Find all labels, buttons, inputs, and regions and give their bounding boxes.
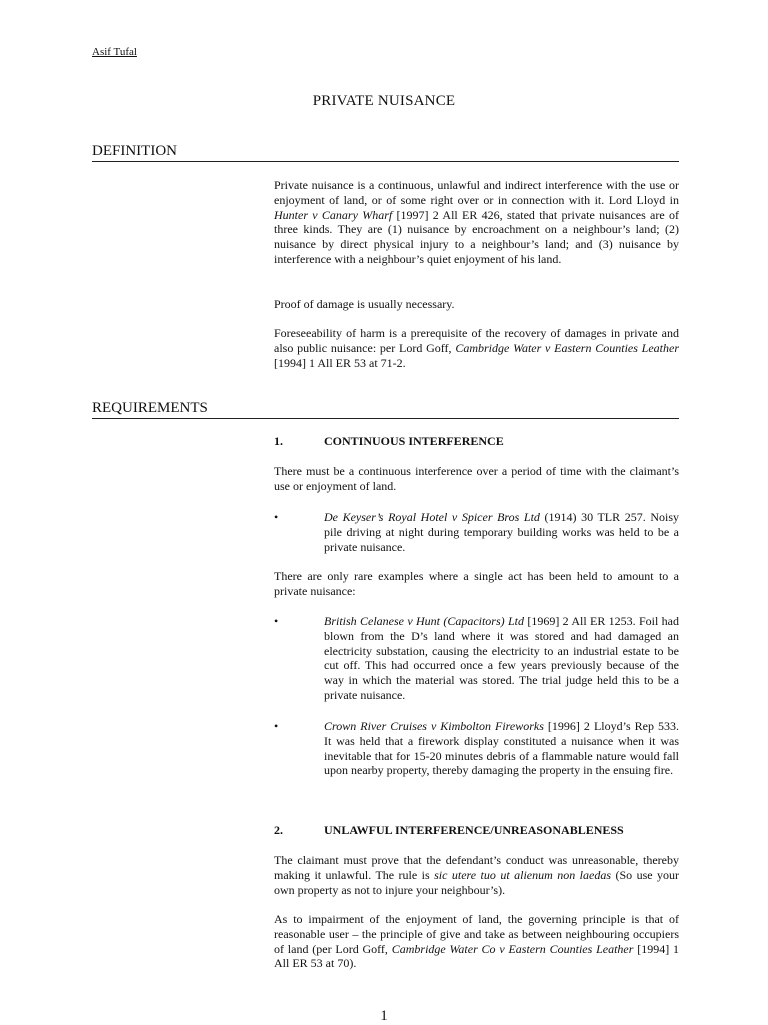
- definition-paragraph-1: [274, 178, 679, 267]
- bullet-icon: •: [274, 510, 279, 524]
- latin-maxim: sic utere tuo ut alienum non laedas: [434, 867, 611, 882]
- text-run: There are only rare examples where a single act has been held to amount to a private nuisance:: [274, 569, 679, 598]
- text-run: Private nuisance is a continuous, unlawful and indirect interference with the use or enjoyment of land, or of some right over or in connection with it. Lord Lloyd in: [274, 178, 679, 207]
- definition-paragraph-2: [274, 297, 679, 312]
- case-citation: British Celanese v Hunt (Capacitors) Ltd: [324, 614, 524, 628]
- text-run: (So use your own property as not to injure your neighbour’s).: [274, 867, 680, 897]
- page-number: 1: [380, 1008, 388, 1024]
- text-run: [1997] 2 All ER 426, stated that private nuisances are of three kinds. They are (1) nuisance by encroachment on a neighbour’s land; (2) nuisance by direct physical injury to a neighbour’s land; and (3) nuisance by interference with a neighbour’s quiet enjoyment of his land.: [274, 207, 679, 266]
- text-run: [1996] 2 Lloyd’s Rep 533. It was held that a firework display constituted a nuisance when it was inevitable that for 15-20 minutes debris of a flammable nature would fall upon nearby property, thereby damaging the property in the ensuing fire.: [324, 719, 679, 778]
- text-run: [1994] 1 All ER 53 at 70).: [274, 941, 679, 971]
- text-run: The claimant must prove that the defendant’s conduct was unreasonable, thereby making it unlawful. The rule is: [274, 853, 679, 882]
- page-title: PRIVATE NUISANCE: [312, 93, 456, 109]
- case-citation: Crown River Cruises v Kimbolton Fireworks: [324, 719, 544, 733]
- definition-paragraph-3: [274, 326, 679, 370]
- case-citation: De Keyser’s Royal Hotel v Spicer Bros Ltd: [324, 510, 540, 524]
- subsection-number: 2.: [274, 823, 283, 837]
- section-heading-requirements: REQUIREMENTS: [92, 399, 679, 419]
- requirements-paragraph-1: [274, 464, 679, 494]
- text-run: There must be a continuous interference over a period of time with the claimant’s use or enjoyment of land.: [274, 464, 679, 493]
- text-run: Proof of damage is usually necessary.: [274, 297, 455, 311]
- bullet-icon: •: [274, 719, 279, 733]
- subsection-heading-2: [274, 823, 679, 838]
- author-name: Asif Tufal: [92, 46, 137, 58]
- requirements-paragraph-4: [274, 912, 679, 971]
- subsection-title: CONTINUOUS INTERFERENCE: [324, 434, 504, 448]
- section-heading-definition: DEFINITION: [92, 142, 679, 162]
- bullet-icon: •: [274, 614, 279, 628]
- subsection-number: 1.: [274, 434, 283, 448]
- text-run: As to impairment of the enjoyment of land, the governing principle is that of reasonable user – the principle of give and take as between neighbouring occupiers of land (per Lord Goff,: [274, 912, 679, 956]
- text-run: (1914) 30 TLR 257. Noisy pile driving at night during temporary building works was held to be a private nuisance.: [324, 510, 680, 554]
- requirements-paragraph-2: [274, 569, 679, 599]
- text-run: [1969] 2 All ER 1253. Foil had blown from the D’s land where it was stored and had damaged an electricity substation, causing the electricity to an industrial estate to be cut off. This had occurred once a few years previously because of the way in which the material was stored. The trial judge held this to be a private nuisance.: [324, 614, 679, 702]
- subsection-title: UNLAWFUL INTERFERENCE/UNREASONABLENESS: [324, 823, 624, 837]
- case-citation: Cambridge Water v Eastern Counties Leather: [455, 340, 679, 355]
- subsection-heading-1: [274, 434, 679, 449]
- text-run: Foreseeability of harm is a prerequisite of the recovery of damages in private and also public nuisance: per Lord Goff,: [274, 326, 679, 355]
- case-citation: Hunter v Canary Wharf: [274, 207, 393, 222]
- requirements-paragraph-3: [274, 853, 679, 897]
- case-citation: Cambridge Water Co v Eastern Counties Leather: [391, 941, 634, 956]
- text-run: [1994] 1 All ER 53 at 71-2.: [274, 355, 406, 370]
